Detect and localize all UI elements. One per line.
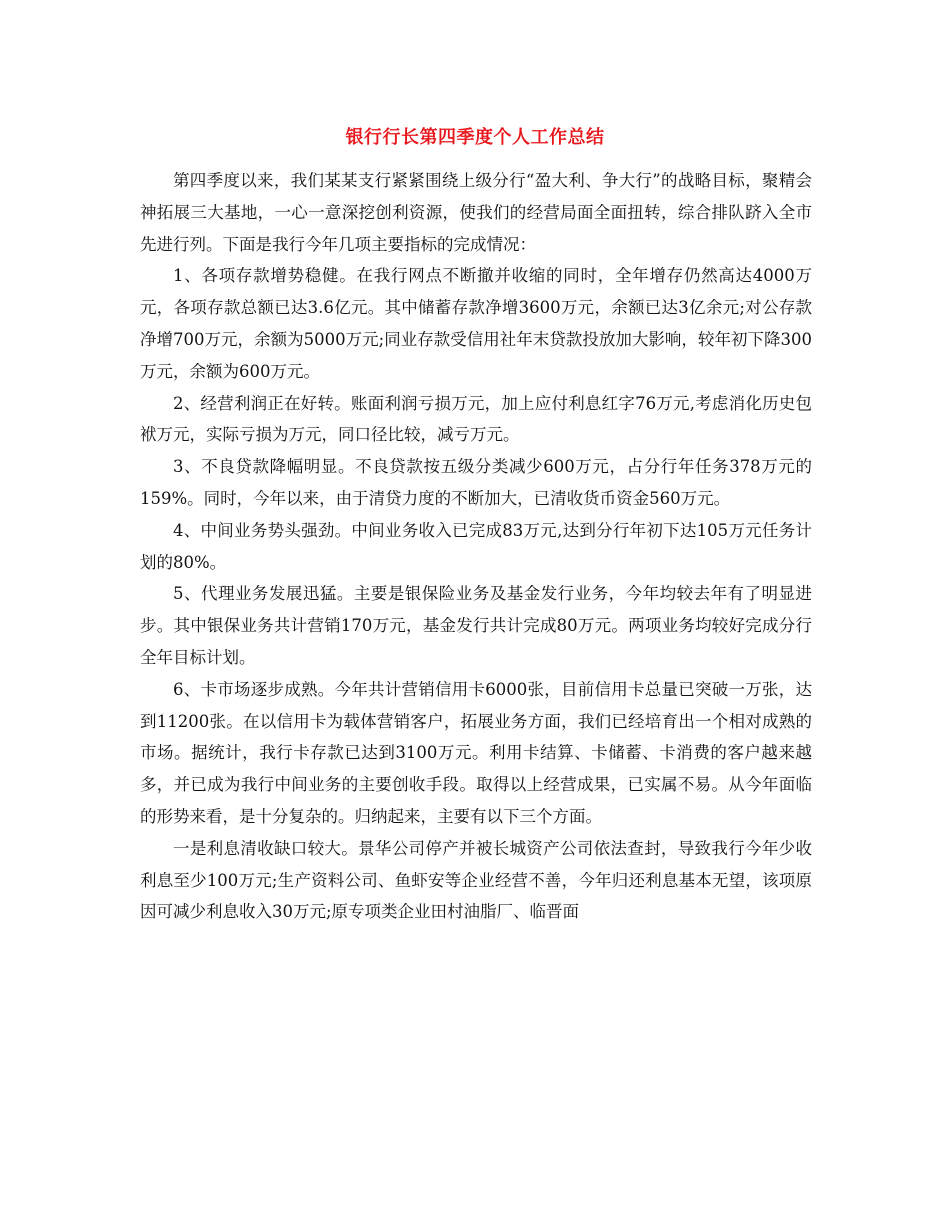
paragraph-intermediate-business: 4、中间业务势头强劲。中间业务收入已完成83万元,达到分行年初下达105万元任务计划的80%。: [140, 520, 812, 572]
paragraph-deposits: 1、各项存款增势稳健。在我行网点不断撤并收缩的同时，全年增存仍然高达4000万元，各项存款总额已达3.6亿元。其中储蓄存款净增3600万元，余额已达3亿余元;对公存款净增700万元，余额为5000万元;同业存款受信用社年末贷款投放加大影响，较年初下降300万元，余额为600万元。: [140, 266, 812, 381]
document-title: 银行行长第四季度个人工作总结: [345, 127, 605, 148]
document-body: [140, 165, 812, 928]
paragraph-bad-loans: 3、不良贷款降幅明显。不良贷款按五级分类减少600万元，占分行年任务378万元的159%。同时，今年以来，由于清贷力度的不断加大，已清收货币资金560万元。: [140, 457, 812, 508]
paragraph-profit: 2、经营利润正在好转。账面利润亏损万元，加上应付利息红字76万元,考虑消化历史包袱万元，实际亏损为万元，同口径比较，减亏万元。: [140, 393, 812, 445]
paragraph-card-market: 6、卡市场逐步成熟。今年共计营销信用卡6000张，目前信用卡总量已突破一万张，达到11200张。在以信用卡为载体营销客户，拓展业务方面，我们已经培育出一个相对成熟的市场。据统计，我行卡存款已达到3100万元。利用卡结算、卡储蓄、卡消费的客户越来越多，并已成为我行中间业务的主要创收手段。取得以上经营成果，已实属不易。从今年面临的形势来看，是十分复杂的。归纳起来，主要有以下三个方面。: [140, 679, 812, 826]
paragraph-agency-business: 5、代理业务发展迅猛。主要是银保险业务及基金发行业务，今年均较去年有了明显进步。其中银保业务共计营销170万元，基金发行共计完成80万元。两项业务均较好完成分行全年目标计划。: [140, 584, 812, 667]
paragraph-interest-collection: 一是利息清收缺口较大。景华公司停产并被长城资产公司依法查封，导致我行今年少收利息至少100万元;生产资料公司、鱼虾安等企业经营不善，今年归还利息基本无望，该项原因可减少利息收入30万元;原专项类企业田村油脂厂、临晋面: [140, 838, 812, 922]
paragraph-intro: 第四季度以来，我们某某支行紧紧围绕上级分行“盈大利、争大行”的战略目标，聚精会神拓展三大基地，一心一意深挖创利资源，使我们的经营局面全面扭转，综合排队跻入全市先进行列。下面是我行今年几项主要指标的完成情况：: [140, 171, 812, 254]
